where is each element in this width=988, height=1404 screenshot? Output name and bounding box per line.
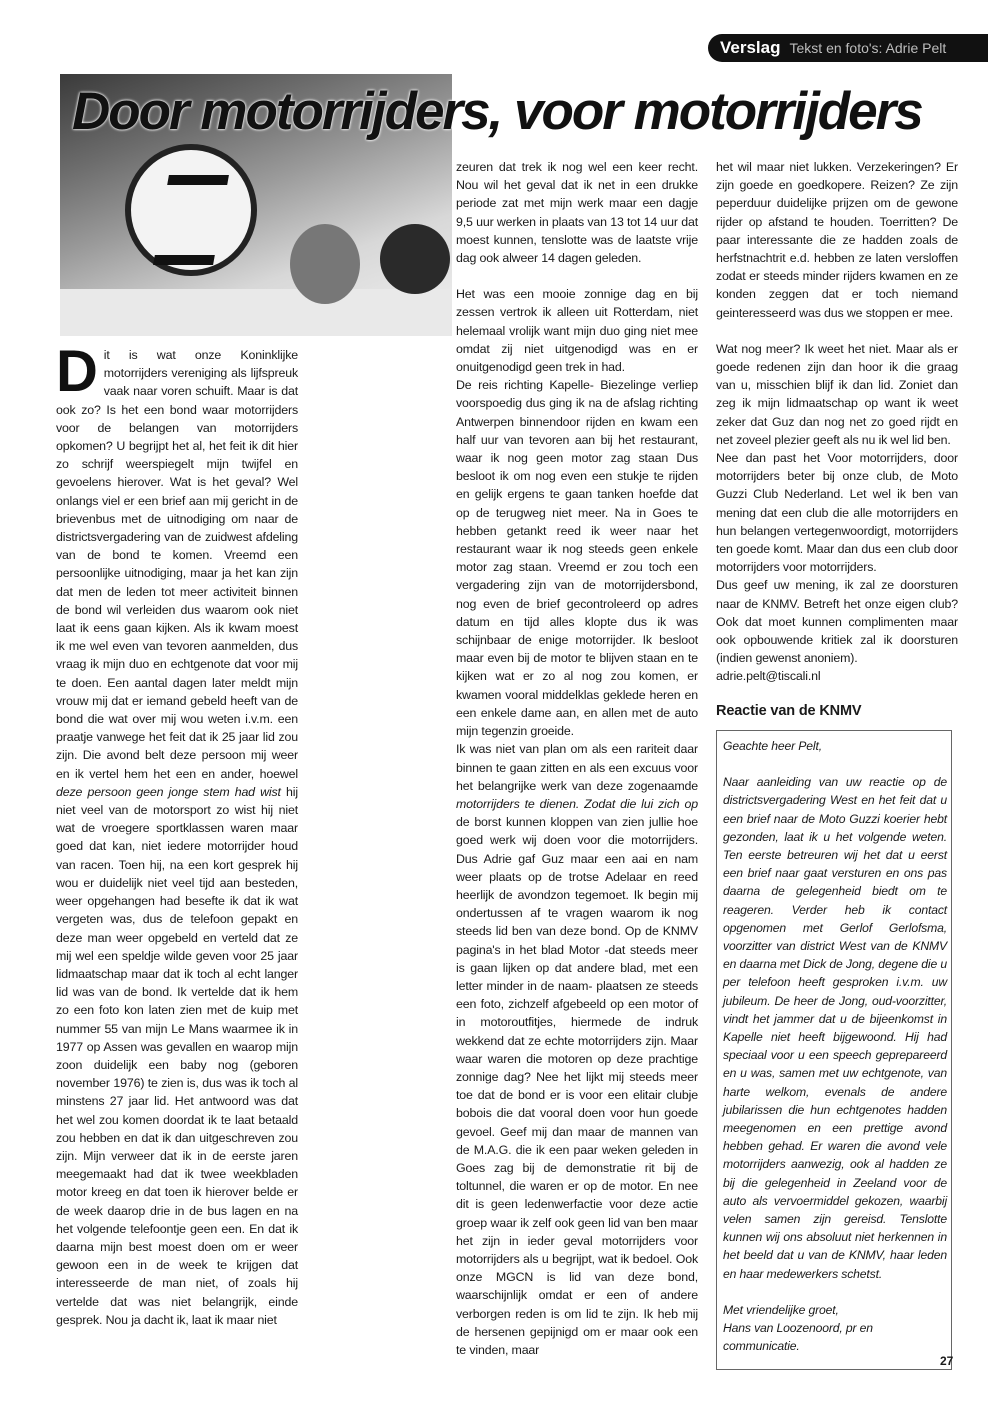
paragraph xyxy=(456,740,698,1359)
section-header xyxy=(708,34,988,62)
text: hij niet veel van de motorsport zo wist hij niet wat de vroegere sportklassen waren maar goed dat kan, niet iedere motorrijder houd van racen. Toen hij, na een kort gesprek hij wou er duidelijk niet veel tijd aan besteden, weer opgehangen had besefte ik dat ik wat vergeten was, dus de telefoon gepakt en deze man weer opgebeld en verteld dat ze mij wel een speldje wilde geven voor 25 jaar lidmaatschap maar dat ik toch al echt langer lid was van de bond. Ik vertelde dat ik hem zo een foto kon laten zien met de kuip met nummer 55 van mijn Le Mans waarmee ik in 1977 op Assen was gevallen en waarop mijn zoon duidelijk een baby nog (geboren november 1976) te zien is, dus was ik toch al minstens 27 jaar lid. Het antwoord was dat het wel zou komen doordat ik te laat betaald zou hebben en dat ik dan uitgeschreven zou zijn. Mijn verweer dat ik in de eerste jaren meegemaakt had dat ik twee weekbladen motor kreeg en dat toen ik hierover belde er de week daarop drie in de bus lagen en na het volgende telefoontje geen een. En dat ik daarna mijn best moest doen om er weer gewoon een in de week te krijgen dat interesseerde de man niet, of zoals hij vertelde dat was niet belangrijk, einde gesprek. Nou ja dacht ik, laat ik maar niet xyxy=(56,784,298,1327)
paragraph: De reis richting Kapelle- Biezelinge verliep voorspoedig dus ging ik na de afslag richting Antwerpen binnendoor rijden en kwam een half uur van tevoren aan bij het restaurant, waar ik nog geen motor zag staan Dus besloot ik om nog even een stukje te rijden en gelijk ergens te gaan tanken hoefde dat op de terugweg niet meer. Na in Goes te hebben getankt reed ik weer naar het restaurant waar ik nog steeds geen enkele motor zag staan. Vreemd er zou toch een vergadering zijn van de motorrijdersbond, nog even de brief gecontroleerd op adres datum en tijd alles klopte dus ik was schijnbaar de enige motorrijder. Ik besloot maar even bij de motor te blijven staan en te kijken wat er zo al nog zou komen, er kwamen vooral middelklas geklede heren en een enkele dame aan, en allen met de auto mijn tegenzin groeide. xyxy=(456,378,698,739)
text: de borst kunnen kloppen van zien jullie hoe goed werk wij doen voor die motorrijders. Dus Adrie gaf Guz maar een aai en nam weer plaats op de trotse Adelaar en reed heerlijk de avondzon tegemoet. Ik begin mij ondertussen af te vragen waarom ik nog steeds lid ben van deze bond. Op de KNMV pagina's in het blad Motor -dat steeds meer is gaan lijken op dat andere blad, met een letter minder in de naam- plaatsen ze steeds een foto, zichzelf afgebeeld op een motor of in motoroutfitjes, hiermede de indruk wekkend dat ze echte motorrijders zijn. Maar waar waren die motoren op deze prachtige zonnige dag? Nee het lijkt mij steeds meer toe dat de bond er is voor een elitair clubje bobois die dat vooral doen voor hun goede gevoel. Geef mij dan maar de mannen van de M.A.G. die ik een paar weken geleden in Goes zag bij de demonstratie rit bij de toltunnel, die waren er op de motor. En nee dit is geen ledenwerfactie voor deze actie groep waar ik zelf ook geen lid van ben maar het zijn in ieder geval motorrijders voor motorrijders als u begrijpt, wat ik bedoel. Ook onze MGCN is lid van deze bond, waarschijnlijk omdat er een of andere verborgen reden is om lid te zijn. Ik heb mij de hersenen gepijnigd om er maar ook een te vinden, maar xyxy=(456,815,698,1357)
page-number: 27 xyxy=(940,1354,954,1368)
column-1 xyxy=(56,339,298,1329)
reply-body: Naar aanleiding van uw reactie op de districtsvergadering West en het feit dat u een brief naar de Moto Guzzi koerier hebt gezonden, laat ik u het volgende weten. Ten eerste betreuren wij het dat u eerst een brief naar gaat versturen en ons pas daarna de gelegenheid biedt om te reageren. Verder heb ik contact opgenomen met Gerlof Gerlofsma, voorzitter van district West van de KNMV en daarna met Dick de Jong, degene die u per telefoon heeft gesproken i.v.m. uw jubileum. De heer de Jong, oud-voorzitter, vindt het jammer dat u de bijeenkomst in Kapelle niet heeft bijgewoond. Hij had speciaal voor u een speech geprepareerd en u was, samen met uw echtgenote, van harte welkom, evenals de andere jubilarissen die hun echtgenotes hadden meegenomen en een prettige avond hebben gehad. Er waren die avond vele motorrijders aanwezig, ook al hadden ze bij die gelegenheid in Zeeland voor de auto als vervoermiddel gekozen, waarbij velen samen zijn gereisd. Tenslotte kunnen wij ons absoluut niet herkennen in het beeld dat u van de KNMV, haar leden en haar medewerkers schetst. xyxy=(723,775,947,1281)
photo-baby xyxy=(290,224,360,304)
italic-text: motorrijders te dienen. Zodat die lui zich op xyxy=(456,796,698,811)
text: Ik was niet van plan om als een rariteit daar binnen te gaan zitten en als een excuus voor het belangrijke werk van deze zogenaamde xyxy=(456,742,698,793)
credits: Tekst en foto's: Adrie Pelt xyxy=(789,40,947,56)
column-2 xyxy=(456,158,698,1359)
article-title: Door motorrijders, voor motorrijders xyxy=(72,82,922,141)
reply-signature: Hans van Loozenoord, pr en communicatie. xyxy=(723,1320,873,1354)
text: it is wat onze Koninklijke motorrijders vereniging als lijfspreuk vaak naar voren schuift. Maar is dat ook zo? Is het een bond waar motorrijders voor de belangen van motorrijders opkomen? U begrijpt het al, het feit ik dit hier zo schrijf weerspiegelt mijn twijfel en gevoelens hierover. Wat is het geval? Wel onlangs viel er een brief aan mij gericht in de brievenbus met de uitnodiging om naar de districtsvergadering van de zuidwest afdeling van de bond te komen. Vreemd een persoonlijke uitnodiging, maar ja het kan zijn dat men de leden tot meer activiteit binnen de bond wil verleiden dus waarom ook niet laat ik eens gaan kijken. Als ik kwam moest ik me wel even van tevoren aanmelden, dus vraag ik mijn duo en echtgenote dat voor mij te doen. Een aantal dagen later meldt mijn vrouw mij dat er iemand gebeld heeft van de bond die wat over mij wou weten i.v.m. een praatje vanwege het feit dat ik 25 jaar lid zou zijn. Die avond belt deze persoon mij weer en ik vertel hem het een en ander, hoewel xyxy=(56,348,298,781)
italic-text: deze persoon geen jonge stem had wist xyxy=(56,784,281,799)
knmv-reply-box xyxy=(716,730,952,1371)
author-email[interactable]: adrie.pelt@tiscali.nl xyxy=(716,669,821,684)
paragraph: Dus geef uw mening, ik zal ze doorsturen naar de KNMV. Betreft het onze eigen club? Ook dat moet kunnen complimenten maar ook opbouwende kritiek zal ik doorsturen (indien gewenst anoniem). xyxy=(716,578,958,666)
reply-closing: Met vriendelijke groet, xyxy=(723,1302,839,1317)
reply-salutation: Geachte heer Pelt, xyxy=(723,738,822,753)
paragraph xyxy=(56,339,298,1329)
drop-cap: D xyxy=(56,339,98,404)
photo-fairing xyxy=(125,144,257,276)
photo-sheet xyxy=(60,289,452,336)
column-3 xyxy=(716,158,958,1370)
paragraph: het wil maar niet lukken. Verzekeringen? Er zijn goede en goedkopere. Reizen? Ze zijn peperduur duidelijke prijzen om de gewone rijder op afstand te houden. Toerritten? De paar interessante die ze hadden zoals de herfstnachtrit e.d. hebben ze laten versloffen zodat er steeds minder rijders kwamen en ze konden zeggen dat er toch niemand geinteresseerd was dus we stoppen er mee. xyxy=(716,160,958,320)
photo-helmet xyxy=(380,224,450,294)
reply-heading: Reactie van de KNMV xyxy=(716,702,862,719)
section-label: Verslag xyxy=(720,38,781,57)
paragraph: zeuren dat trek ik nog wel een keer recht. Nou wil het geval dat ik net in een drukke periode zat met mijn werk maar een dagje 9,5 uur werken in plaats van 13 tot 14 uur dat moest kunnen, tenslotte was de laatste vrije dag ook alweer 14 dagen geleden. xyxy=(456,160,698,266)
paragraph: Wat nog meer? Ik weet het niet. Maar als er goede redenen zijn dan hoor ik die graag van u, misschien blijf ik dan lid. Zoniet dan zeg ik mijn lidmaatschap op want ik weet zeker dat Guz dan nog net zo goed rijdt en net zoveel plezier geeft als nu ik wel lid ben. xyxy=(716,341,958,447)
paragraph: Het was een mooie zonnige dag en bij zessen vertrok ik alleen uit Rotterdam, niet helemaal vrolijk want mijn duo ging niet mee omdat zij niet uitgenodigd was en er onuitgenodigd geen trek in had. xyxy=(456,287,698,375)
paragraph: Nee dan past het Voor motorrijders, door motorrijders beter bij onze club, de Moto Guzzi Club Nederland. Let wel ik ben van mening dat een club die alle motorrijders en hun belangen vertegenwoordigt, motorrijders ten goede komt. Maar dan dus een club door motorrijders voor motorrijders. xyxy=(716,451,958,575)
